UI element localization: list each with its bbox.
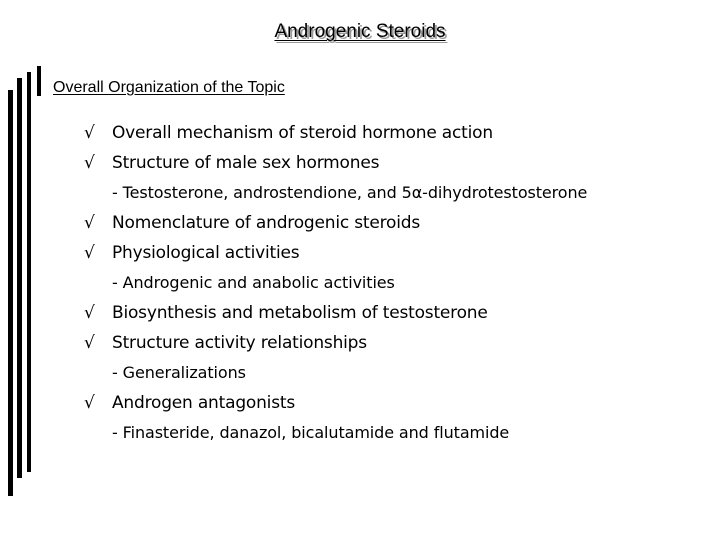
topic-subitem-text: - Generalizations xyxy=(112,363,246,382)
topic-subitem-text: - Finasteride, danazol, bicalutamide and flutamide xyxy=(112,423,510,442)
topic-subitem xyxy=(0,419,720,449)
topic-item-biosynthesis xyxy=(0,299,720,329)
topic-label: Nomenclature of androgenic steroids xyxy=(112,213,420,233)
topic-list xyxy=(0,119,720,449)
topic-subitem xyxy=(0,269,720,299)
check-mark-icon: √ xyxy=(84,243,95,263)
slide-title: Androgenic Steroids xyxy=(274,21,446,42)
topic-label: Structure activity relationships xyxy=(112,333,367,353)
topic-item-structure xyxy=(0,149,720,179)
topic-subitem xyxy=(0,179,720,209)
topic-item-mechanism xyxy=(0,119,720,149)
check-mark-icon: √ xyxy=(84,213,95,233)
topic-label: Biosynthesis and metabolism of testosterone xyxy=(112,303,488,323)
topic-subitem xyxy=(0,359,720,389)
topic-subitem-text: - Testosterone, androstendione, and 5α-dihydrotestosterone xyxy=(112,183,588,202)
topic-item-physiological xyxy=(0,239,720,269)
topic-label: Overall mechanism of steroid hormone action xyxy=(112,123,493,143)
check-mark-icon: √ xyxy=(84,393,95,413)
check-mark-icon: √ xyxy=(84,333,95,353)
topic-subitem-text: - Androgenic and anabolic activities xyxy=(112,273,395,292)
check-mark-icon: √ xyxy=(84,153,95,173)
section-heading: Overall Organization of the Topic xyxy=(53,79,285,96)
decorative-bar-stub xyxy=(37,66,41,96)
topic-label: Structure of male sex hormones xyxy=(112,153,380,173)
topic-item-antagonists xyxy=(0,389,720,419)
topic-item-nomenclature xyxy=(0,209,720,239)
topic-item-sar xyxy=(0,329,720,359)
topic-label: Physiological activities xyxy=(112,243,300,263)
check-mark-icon: √ xyxy=(84,123,95,143)
check-mark-icon: √ xyxy=(84,303,95,323)
topic-label: Androgen antagonists xyxy=(112,393,295,413)
